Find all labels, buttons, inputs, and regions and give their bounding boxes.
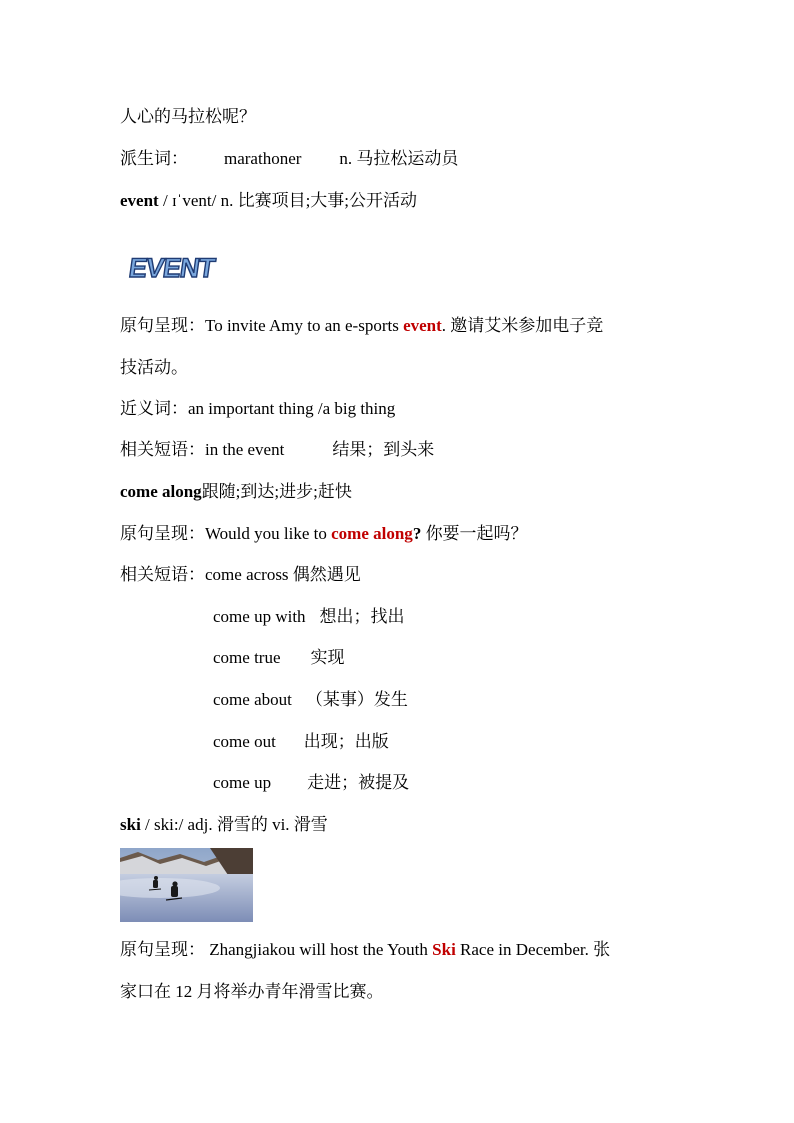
example-ski-a: 原句呈现： Zhangjiakou will host the Youth	[120, 940, 433, 959]
line-example-event-cont: 技活动。	[120, 358, 188, 377]
phrase-row	[213, 606, 405, 628]
line-1: 人心的马拉松呢？	[120, 107, 256, 126]
phrase-row	[213, 731, 389, 753]
line-example-ski	[120, 939, 610, 961]
event-logo-text: EVENT	[127, 252, 217, 283]
line-related-phrases: 相关短语：come across 偶然遇见	[120, 565, 361, 584]
def-marathoner: n. 马拉松运动员	[339, 149, 459, 168]
highlight-come-along: come along	[331, 524, 413, 543]
line-come-along-entry	[120, 481, 352, 503]
line-synonym: 近义词：an important thing /a big thing	[120, 399, 396, 418]
event-logo-image	[125, 248, 225, 284]
example-come-along-b: 你要一起吗？	[421, 524, 528, 543]
example-come-along-a: 原句呈现：Would you like to	[120, 524, 332, 543]
phrase-en: come about	[213, 690, 292, 709]
phrase-row	[213, 689, 408, 711]
headword-come-along: come along	[120, 482, 202, 501]
phrase-en: come out	[213, 732, 276, 751]
example-event-b: . 邀请艾米参加电子竞	[441, 316, 604, 335]
def-come-along: 跟随;到达;进步;赶快	[201, 482, 352, 501]
phrase-zh: 走进；被提及	[307, 773, 410, 792]
headword-event: event	[120, 191, 159, 210]
phrase-en: come up with	[213, 607, 306, 626]
phrase-zh: 想出；找出	[319, 607, 405, 626]
def-event: / ɪˈvent/ n. 比赛项目;大事;公开活动	[158, 191, 418, 210]
highlight-event: event	[403, 316, 442, 335]
line-derivative	[120, 148, 458, 170]
phrase-zh: 出现；出版	[303, 732, 389, 751]
phrase-row	[213, 772, 409, 794]
ski-photo	[120, 848, 253, 922]
line-related-phrase	[120, 439, 434, 461]
label-derivative: 派生词：	[120, 149, 188, 168]
phrase-en: come true	[213, 648, 281, 667]
def-ski: / ski:/ adj. 滑雪的 vi. 滑雪	[140, 815, 328, 834]
word-marathoner: marathoner	[224, 149, 302, 168]
headword-ski: ski	[120, 815, 141, 834]
phrase-zh: （某事）发生	[305, 690, 408, 709]
phrase-row	[213, 647, 345, 669]
related-phrase-b: 结果；到头来	[332, 440, 435, 459]
line-event-entry	[120, 190, 417, 212]
related-phrase-a: 相关短语：in the event	[120, 440, 285, 459]
highlight-ski: Ski	[432, 940, 456, 959]
line-example-event	[120, 315, 603, 337]
ski-photo-illustration	[120, 848, 253, 922]
phrase-zh: 实现	[310, 648, 345, 667]
line-ski-entry	[120, 814, 328, 836]
example-event-a: 原句呈现：To invite Amy to an e-sports	[120, 316, 404, 335]
line-example-come-along	[120, 523, 528, 545]
line-example-ski-cont: 家口在 12 月将举办青年滑雪比赛。	[120, 982, 384, 1001]
phrase-en: come up	[213, 773, 272, 792]
example-ski-b: Race in December. 张	[455, 940, 611, 959]
question-mark: ?	[412, 524, 422, 543]
